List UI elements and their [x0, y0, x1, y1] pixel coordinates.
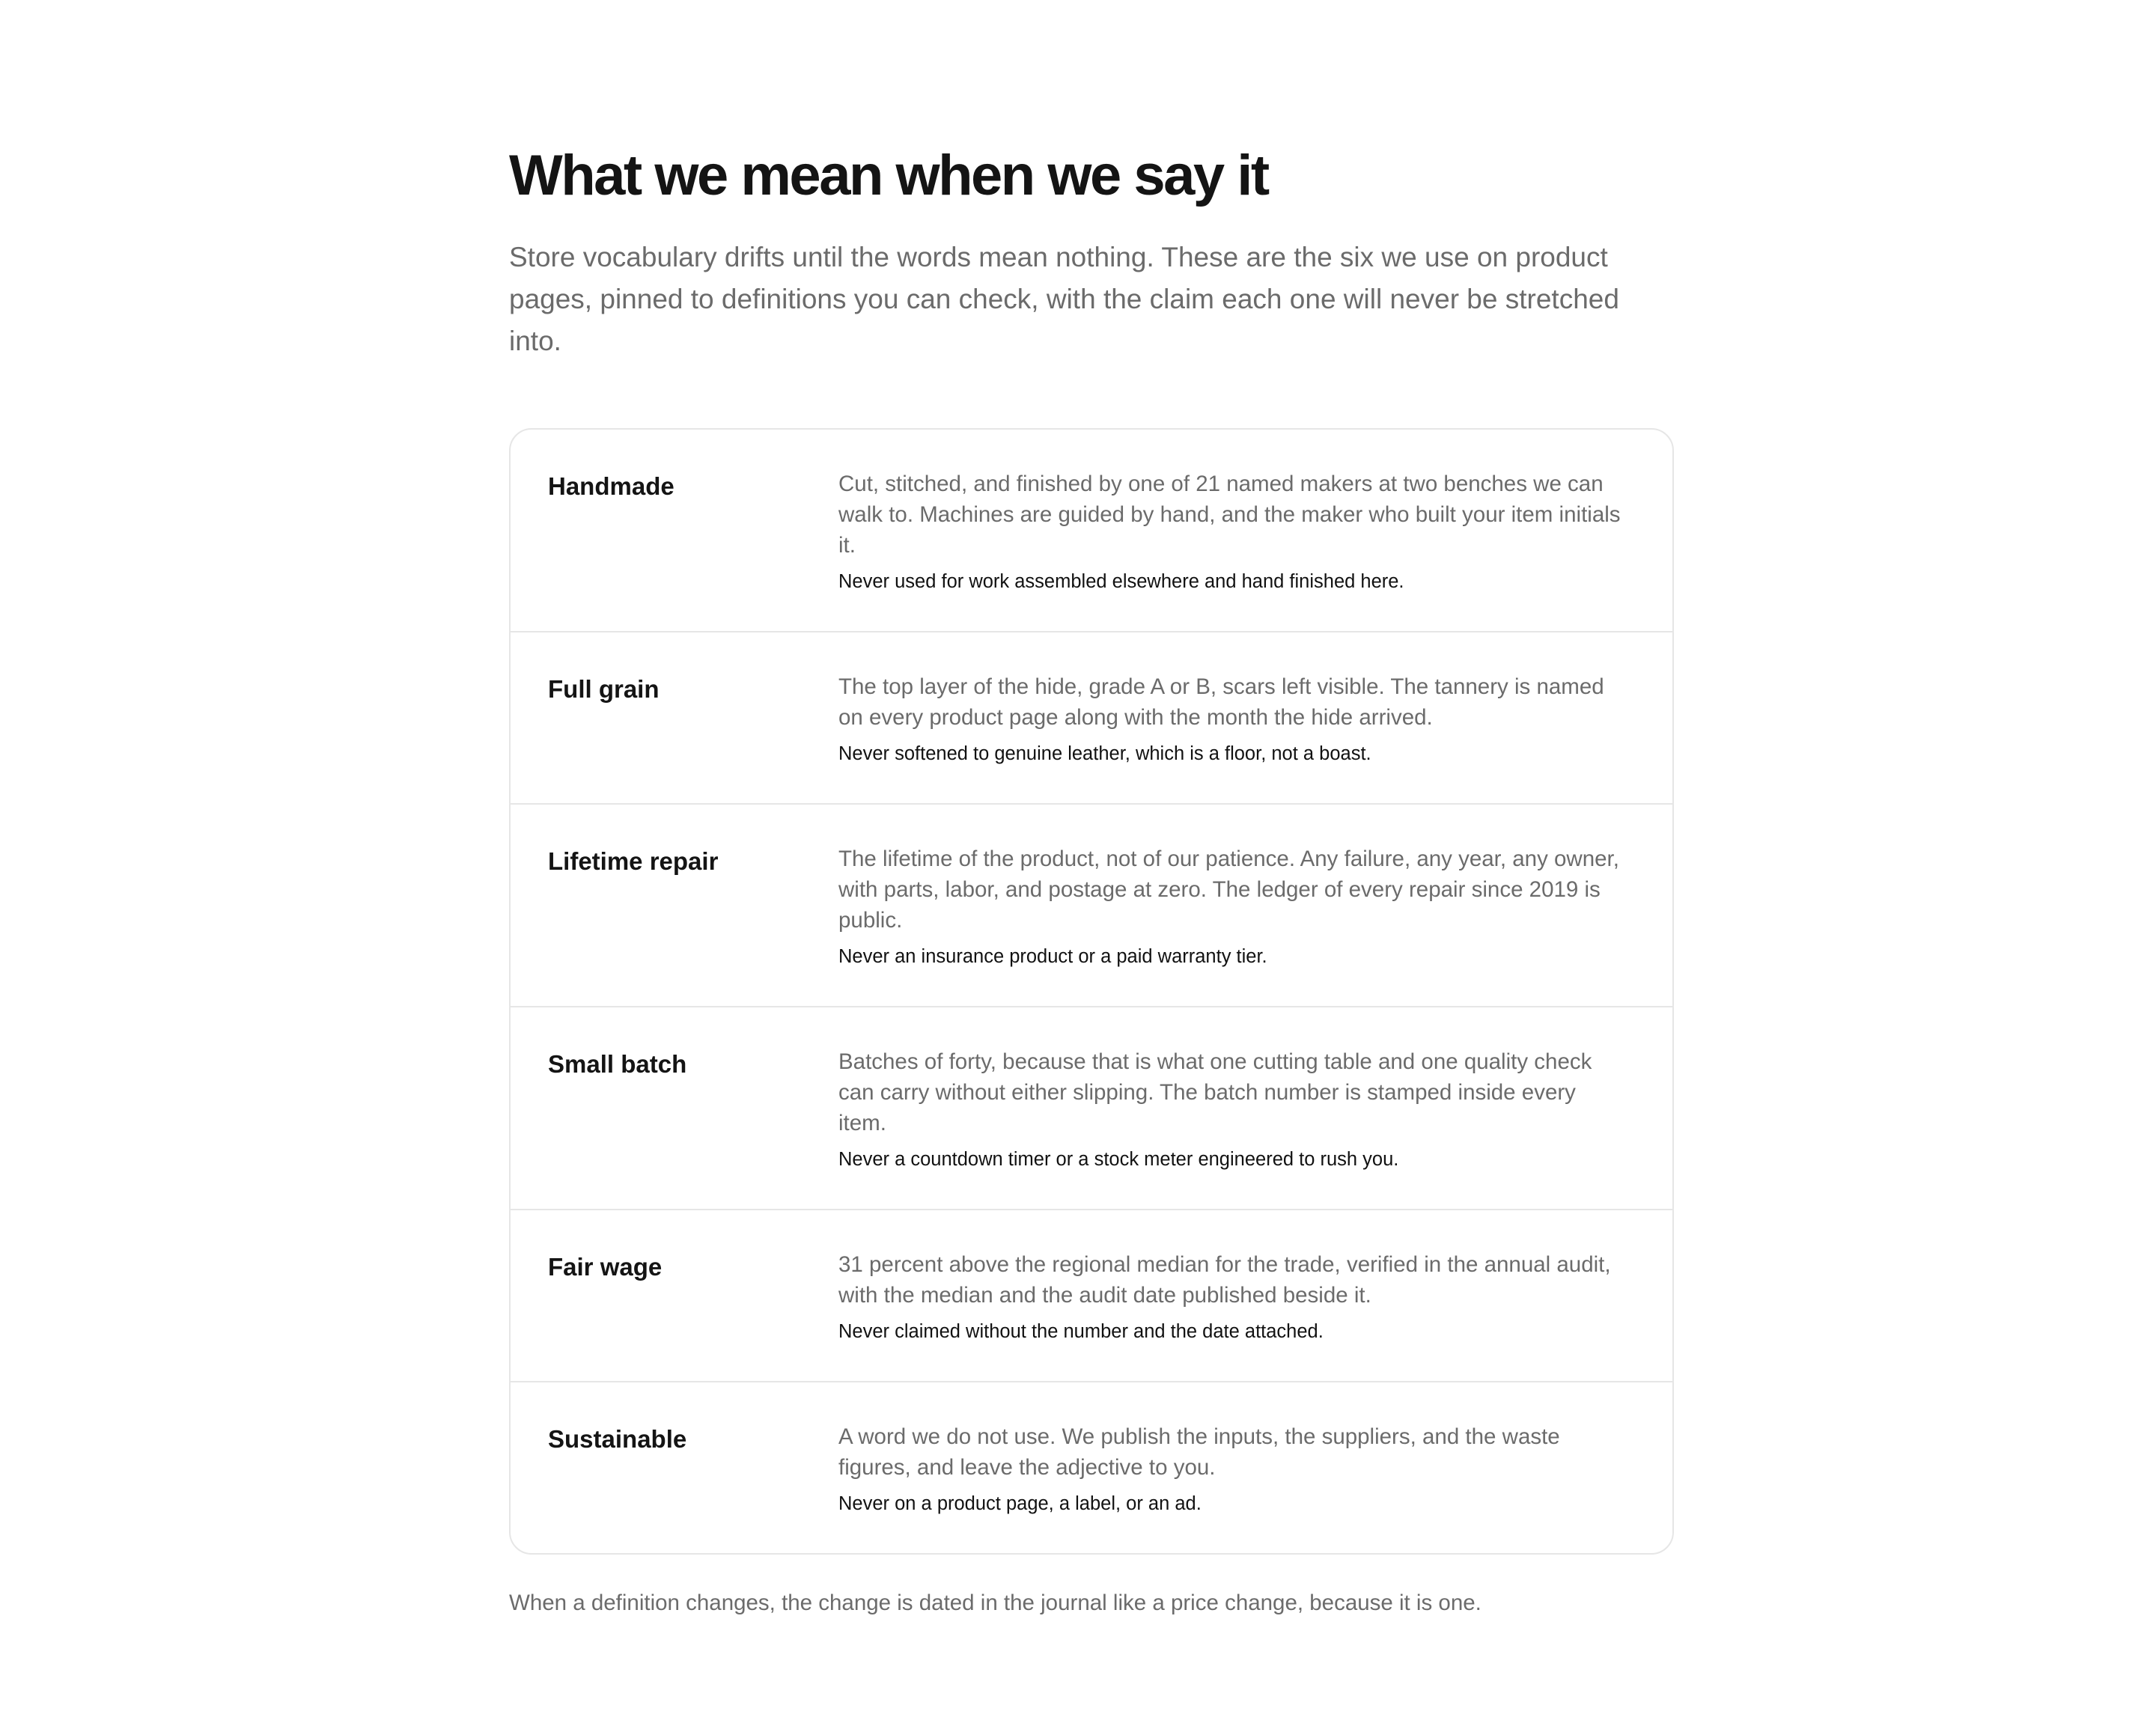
- term-definition: Cut, stitched, and finished by one of 21 named makers at two benches we can walk to. Machines are guided by hand, and the maker who built your item initials it.: [838, 472, 1621, 558]
- term-never-claim: Never on a product page, a label, or an ad.: [838, 1493, 1202, 1514]
- term-definition: 31 percent above the regional median for the trade, verified in the annual audit, with the median and the audit date published beside it.: [838, 1252, 1611, 1308]
- term-row-full-grain: [511, 631, 1672, 803]
- term-name: Lifetime repair: [548, 847, 719, 875]
- term-definition-block: [838, 844, 1635, 970]
- term-row-small-batch: [511, 1006, 1672, 1209]
- term-definition: The top layer of the hide, grade A or B, scars left visible. The tannery is named on every product page along with the month the hide arrived.: [838, 674, 1604, 730]
- term-definition-block: [838, 671, 1635, 767]
- term-definition: A word we do not use. We publish the inputs, the suppliers, and the waste figures, and leave the adjective to you.: [838, 1424, 1560, 1480]
- page-intro: Store vocabulary drifts until the words mean nothing. These are the six we use on product pages, pinned to definitions you can check, with the claim each one will never be stretched into.: [509, 242, 1619, 356]
- footer-note: When a definition changes, the change is dated in the journal like a price change, because it is one.: [509, 1591, 1482, 1615]
- term-never-claim: Never an insurance product or a paid warranty tier.: [838, 946, 1267, 967]
- term-name: Handmade: [548, 472, 674, 500]
- term-definition: The lifetime of the product, not of our patience. Any failure, any year, any owner, with parts, labor, and postage at zero. The ledger of every repair since 2019 is public.: [838, 847, 1619, 933]
- page-title: What we mean when we say it: [509, 144, 1268, 207]
- term-row-lifetime-repair: [511, 803, 1672, 1006]
- term-name: Fair wage: [548, 1253, 663, 1281]
- term-never-claim: Never claimed without the number and the date attached.: [838, 1321, 1324, 1342]
- term-never-claim: Never softened to genuine leather, which is a floor, not a boast.: [838, 743, 1371, 764]
- term-name: Sustainable: [548, 1425, 687, 1453]
- glossary-page: [509, 135, 1672, 1619]
- term-definition-block: [838, 469, 1635, 595]
- terms-list: [509, 428, 1674, 1555]
- term-never-claim: Never a countdown timer or a stock meter engineered to rush you.: [838, 1149, 1399, 1170]
- term-definition-block: [838, 1249, 1635, 1345]
- term-row-fair-wage: [511, 1209, 1672, 1381]
- term-name: Small batch: [548, 1050, 687, 1078]
- term-name: Full grain: [548, 675, 660, 703]
- term-definition: Batches of forty, because that is what one cutting table and one quality check can carry without either slipping. The batch number is stamped inside every item.: [838, 1049, 1592, 1135]
- term-row-sustainable: [511, 1381, 1672, 1553]
- term-definition-block: [838, 1421, 1635, 1517]
- term-definition-block: [838, 1046, 1635, 1173]
- term-never-claim: Never used for work assembled elsewhere and hand finished here.: [838, 571, 1404, 592]
- term-row-handmade: [511, 430, 1672, 631]
